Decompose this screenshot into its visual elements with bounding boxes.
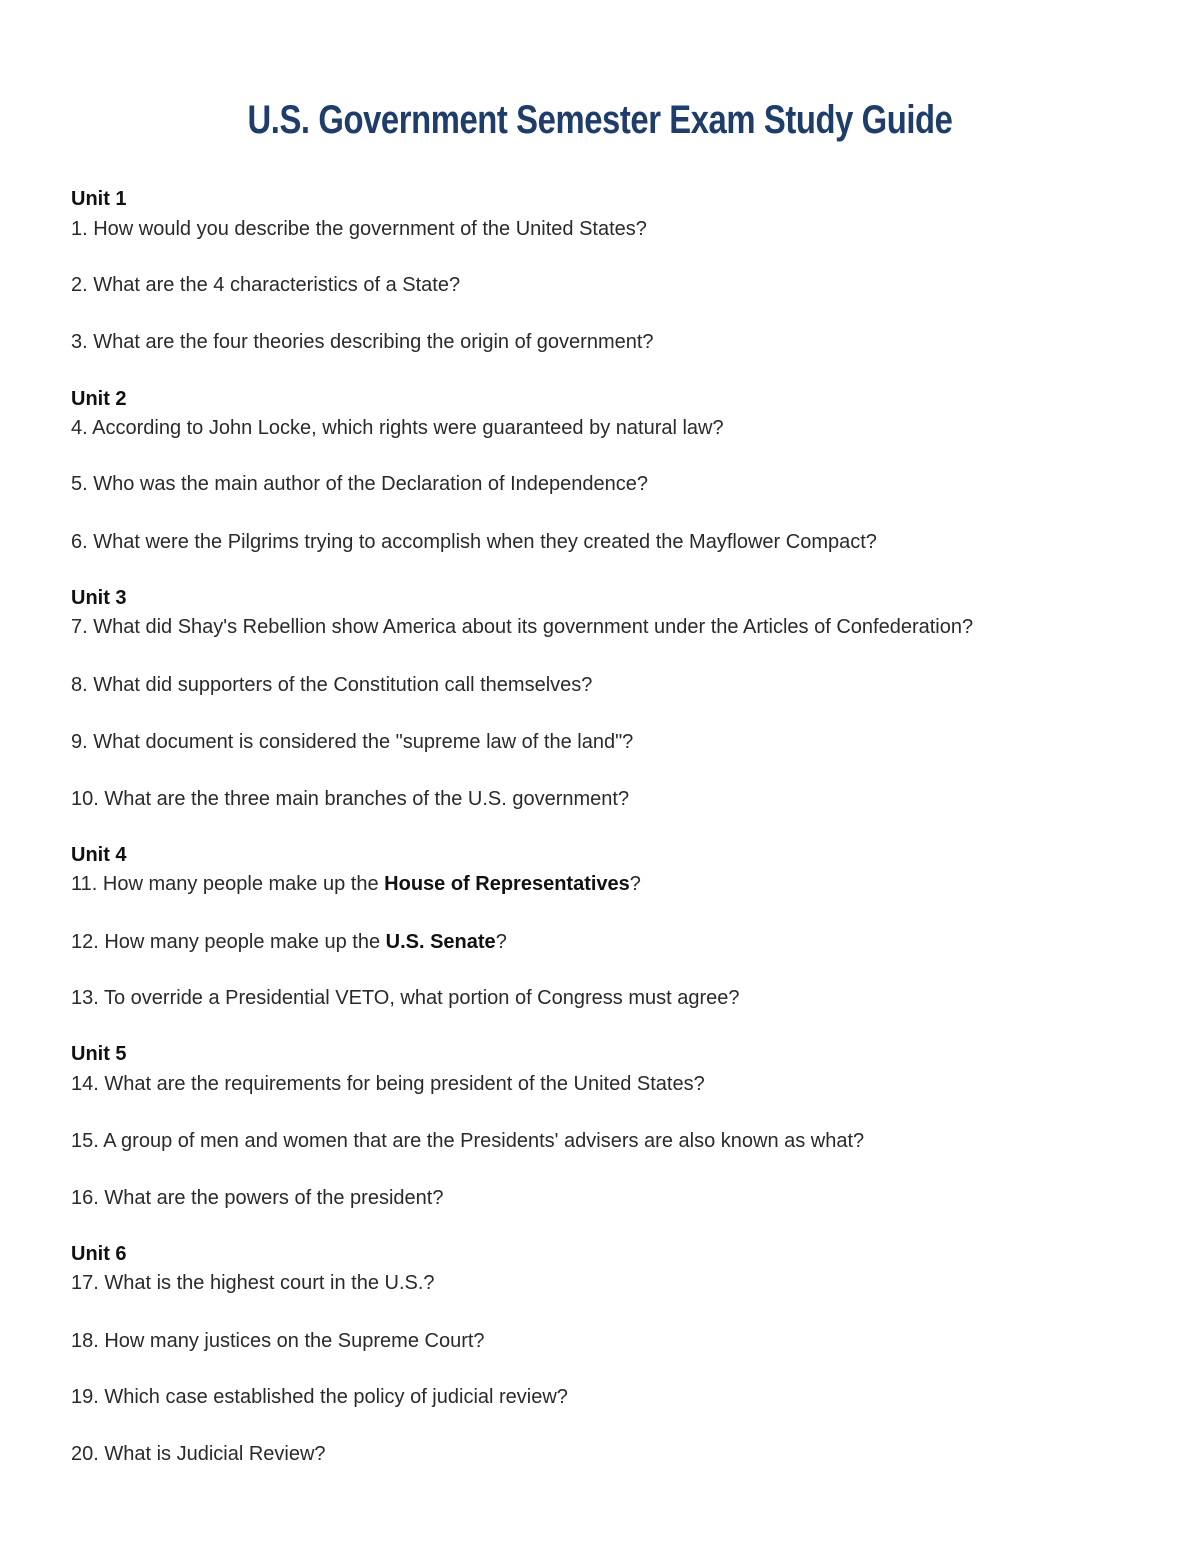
- question-12: [71, 929, 507, 955]
- question-12-emphasis: U.S. Senate: [385, 931, 496, 953]
- question-16: 16. What are the powers of the president?: [71, 1187, 444, 1209]
- question-8: 8. What did supporters of the Constitution call themselves?: [71, 674, 593, 696]
- unit-6-heading: Unit 6: [71, 1243, 127, 1265]
- unit-5-heading: Unit 5: [71, 1043, 127, 1065]
- question-12-suffix: ?: [495, 931, 507, 953]
- question-15: 15. A group of men and women that are the Presidents' advisers are also known as what?: [71, 1130, 865, 1152]
- question-12-text: 12. How many people make up the: [71, 931, 386, 953]
- unit-2-heading: Unit 2: [71, 388, 127, 410]
- question-4: 4. According to John Locke, which rights were guaranteed by natural law?: [71, 417, 724, 439]
- question-18: 18. How many justices on the Supreme Court?: [71, 1330, 485, 1352]
- question-1: 1. How would you describe the government of the United States?: [71, 218, 647, 240]
- question-7: 7. What did Shay's Rebellion show America about its government under the Articles of Confederation?: [71, 616, 974, 638]
- question-3: 3. What are the four theories describing the origin of government?: [71, 331, 654, 353]
- question-5: 5. Who was the main author of the Declaration of Independence?: [71, 473, 649, 495]
- question-20: 20. What is Judicial Review?: [71, 1443, 326, 1465]
- unit-1-heading: Unit 1: [71, 188, 127, 210]
- question-2: 2. What are the 4 characteristics of a State?: [71, 274, 461, 296]
- question-17: 17. What is the highest court in the U.S.?: [71, 1272, 435, 1294]
- question-11-emphasis: House of Representatives: [384, 873, 630, 895]
- question-9: 9. What document is considered the "supreme law of the land"?: [71, 731, 634, 753]
- question-10: 10. What are the three main branches of the U.S. government?: [71, 788, 630, 810]
- unit-4-heading: Unit 4: [71, 844, 127, 866]
- question-14: 14. What are the requirements for being president of the United States?: [71, 1073, 705, 1095]
- question-19: 19. Which case established the policy of judicial review?: [71, 1386, 568, 1408]
- question-11: [71, 871, 641, 897]
- question-11-suffix: ?: [629, 873, 641, 895]
- question-6: 6. What were the Pilgrims trying to accomplish when they created the Mayflower Compact?: [71, 531, 877, 553]
- unit-3-heading: Unit 3: [71, 587, 127, 609]
- question-13: 13. To override a Presidential VETO, what portion of Congress must agree?: [71, 987, 740, 1009]
- question-11-text: 11. How many people make up the: [71, 873, 385, 895]
- page-title: U.S. Government Semester Exam Study Guide: [247, 98, 953, 142]
